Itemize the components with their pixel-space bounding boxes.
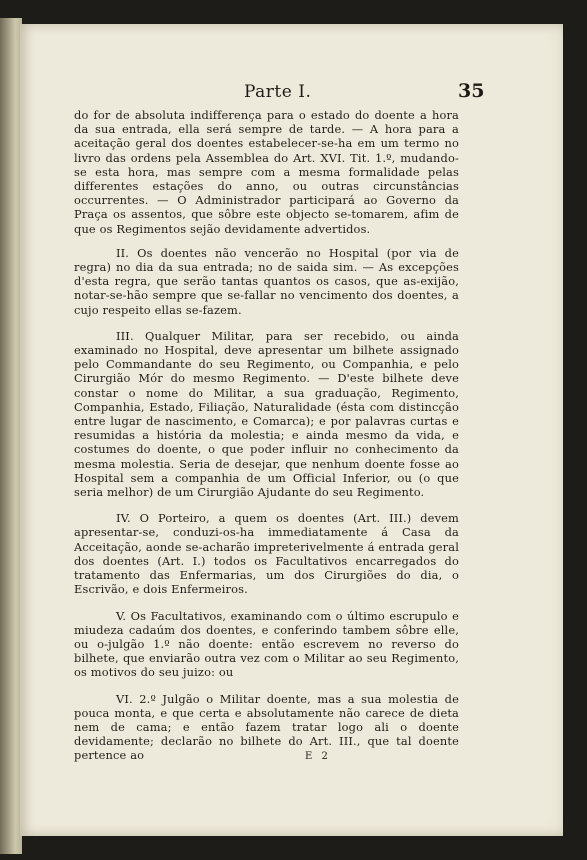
paragraph-continuation: do for de absoluta indifferença para o estado do doente a hora da sua entrada, ella será sempre de tarde. — A hora para a aceitação geral dos doentes estabelecer-se-ha em um termo no livro das ordens pela Assemblea do Art. XVI. Tit. 1.º, mudando-se esta hora, mas sempre com a mesma formalidade pelas differentes estações do anno, ou outras circunstâncias occurrentes. — O Administrador participará ao Governo da Praça os assentos, que sôbre este objecto se-tomarem, afim de que os Regimentos sejão devidamente advertidos. (74, 108, 459, 236)
running-header (20, 80, 563, 110)
adjacent-page-edge (0, 18, 22, 854)
paragraph-article-4: IV. O Porteiro, a quem os doentes (Art. III.) devem apresentar-se, conduzi-os-ha immediatamente á Casa da Acceitação, aonde se-acharão impreterivelmente á entrada geral dos doentes (Art. I.) todos os Facultativos encarregados do tratamento das Enfermarias, um dos Cirurgiões do dia, o Escrivão, e dois Enfermeiros. (74, 511, 459, 597)
page-number: 35 (458, 80, 485, 102)
part-title: Parte I. (244, 82, 312, 102)
paragraph-article-6: VI. 2.º Julgão o Militar doente, mas a sua molestia de pouca monta, e que certa e absolutamente não carece de dieta nem de cama; e então fazem tratar logo ali o doente devidamente; declarão no bilhete do Art. III., que tal doente pertence ao (74, 691, 459, 763)
paragraph-article-2: II. Os doentes não vencerão no Hospital (por via de regra) no dia da sua entrada; no de saida sim. — As excepções d'esta regra, que serão tantas quantos os casos, que as-exijão, notar-se-hão sempre que se-fallar no vencimento dos doentes, a cujo respeito ellas se-fazem. (74, 245, 459, 317)
book-page (20, 24, 563, 836)
paragraph-article-3: III. Qualquer Militar, para ser recebido, ou ainda examinado no Hospital, deve apresentar um bilhete assignado pelo Commandante do seu Regimento, ou Companhia, e pelo Cirurgião Mór do mesmo Regimento. — D'este bilhete deve constar o nome do Militar, a sua graduação, Regimento, Companhia, Estado, Filiação, Naturalidade (ésta com distincção entre lugar de nascimento, e Comarca); e por palavras curtas e resumidas a história da molestia; e ainda mesmo da vida, e costumes do doente, o que poder influir no conhecimento da mesma molestia. Seria de desejar, que nenhum doente fosse ao Hospital sem a companhia de um Official Inferior, ou (o que seria melhor) de um Cirurgião Ajudante do seu Regimento. (74, 328, 459, 500)
paragraph-article-5: V. Os Facultativos, examinando com o último escrupulo e miudeza cadaúm dos doentes, e conferindo tambem sôbre elle, ou o-julgão 1.º não doente: então escrevem no reverso do bilhete, que enviarão outra vez com o Militar ao seu Regimento, os motivos do seu juizo: ou (74, 608, 459, 680)
page-body (74, 108, 459, 763)
signature-mark: E 2 (305, 751, 331, 762)
